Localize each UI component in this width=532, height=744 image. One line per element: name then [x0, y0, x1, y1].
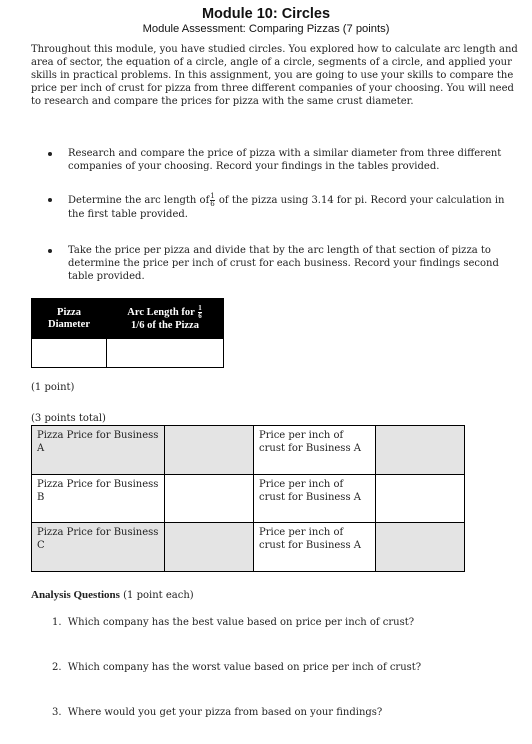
analysis-points: (1 point each): [119, 590, 194, 601]
list-item: [52, 662, 512, 673]
analysis-heading-label: Analysis Questions: [31, 589, 120, 601]
question-number: 2.: [52, 662, 62, 673]
arc-table-header-diameter: [32, 299, 107, 339]
question-text: Which company has the worst value based on price per inch of crust?: [67, 662, 422, 673]
question-text: Which company has the best value based on price per inch of crust?: [67, 617, 415, 628]
bullet-icon: [48, 249, 52, 253]
table-row: [32, 523, 465, 572]
diameter-input-cell[interactable]: [32, 339, 107, 368]
question-number: 1.: [52, 617, 62, 628]
fraction-one-sixth: [198, 305, 202, 320]
instruction-text: [68, 193, 513, 221]
fraction-numerator: 1: [198, 304, 202, 312]
intro-paragraph: Throughout this module, you have studied circles. You explored how to calculate arc length and area of sector, the equation of a circle, angle of a circle, segments of a circle, and applied your skills in practical problems. In this assignment, you are going to use your skills to compare the price per inch of crust for pizza from three different companies of your choosing. You will need to research and compare the prices for pizza with the same crust diameter.: [31, 44, 518, 107]
fraction-denominator: 6: [198, 312, 202, 320]
price-input-cell[interactable]: [165, 426, 254, 475]
instruction-text: Research and compare the price of pizza with a similar diameter from three different companies of your choosing. Record your findings in the tables provided.: [68, 148, 502, 172]
bullet-icon: [48, 152, 52, 156]
price-table: [31, 425, 465, 572]
bullet-icon: [48, 198, 52, 202]
fraction-one-sixth: [210, 193, 214, 208]
table-row: [32, 426, 465, 475]
instruction-text-pre: Determine the arc length of: [68, 195, 210, 206]
list-item: [52, 707, 512, 718]
crust-price-input-cell[interactable]: [376, 523, 465, 572]
question-number: 3.: [52, 707, 62, 718]
list-item: [52, 617, 512, 628]
price-input-cell[interactable]: [165, 523, 254, 572]
instruction-text: Take the price per pizza and divide that by the arc length of that section of pizza to determine the price per inch of crust for each business. Record your findings second table provided.: [68, 245, 499, 282]
crust-price-input-cell[interactable]: [376, 426, 465, 475]
analysis-heading: [31, 589, 194, 601]
point-note: (1 point): [31, 382, 75, 393]
arc-table-header-arc-length: [107, 299, 224, 339]
instruction-text-post: of the pizza using 3.14 for pi. Record your calculation in the first table provided.: [68, 195, 505, 220]
price-input-cell[interactable]: [165, 475, 254, 523]
page-title: Module 10: Circles: [201, 6, 331, 22]
question-text: Where would you get your pizza from based on your findings?: [67, 707, 383, 718]
price-label-cell: Pizza Price for Business B: [32, 475, 165, 523]
crust-price-label-cell: Price per inch of crust for Business A: [254, 475, 376, 523]
arc-table-header-arc-length-label: Arc Length for: [127, 306, 195, 318]
crust-price-label-cell: Price per inch of crust for Business A: [254, 426, 376, 475]
crust-price-input-cell[interactable]: [376, 475, 465, 523]
arc-table-header-diameter-label: Pizza Diameter: [48, 306, 90, 330]
price-label-cell: Pizza Price for Business C: [32, 523, 165, 572]
fraction-numerator: 1: [210, 192, 215, 200]
fraction-denominator: 6: [210, 200, 215, 208]
arc-length-input-cell[interactable]: [107, 339, 224, 368]
price-label-cell: Pizza Price for Business A: [32, 426, 165, 475]
arc-length-table: [31, 298, 224, 368]
arc-table-header-arc-length-line2: 1/6 of the Pizza: [131, 320, 199, 331]
table-row: [32, 475, 465, 523]
crust-price-label-cell: Price per inch of crust for Business A: [254, 523, 376, 572]
page-subtitle: Module Assessment: Comparing Pizzas (7 points): [142, 23, 390, 35]
point-note: (3 points total): [31, 413, 106, 424]
